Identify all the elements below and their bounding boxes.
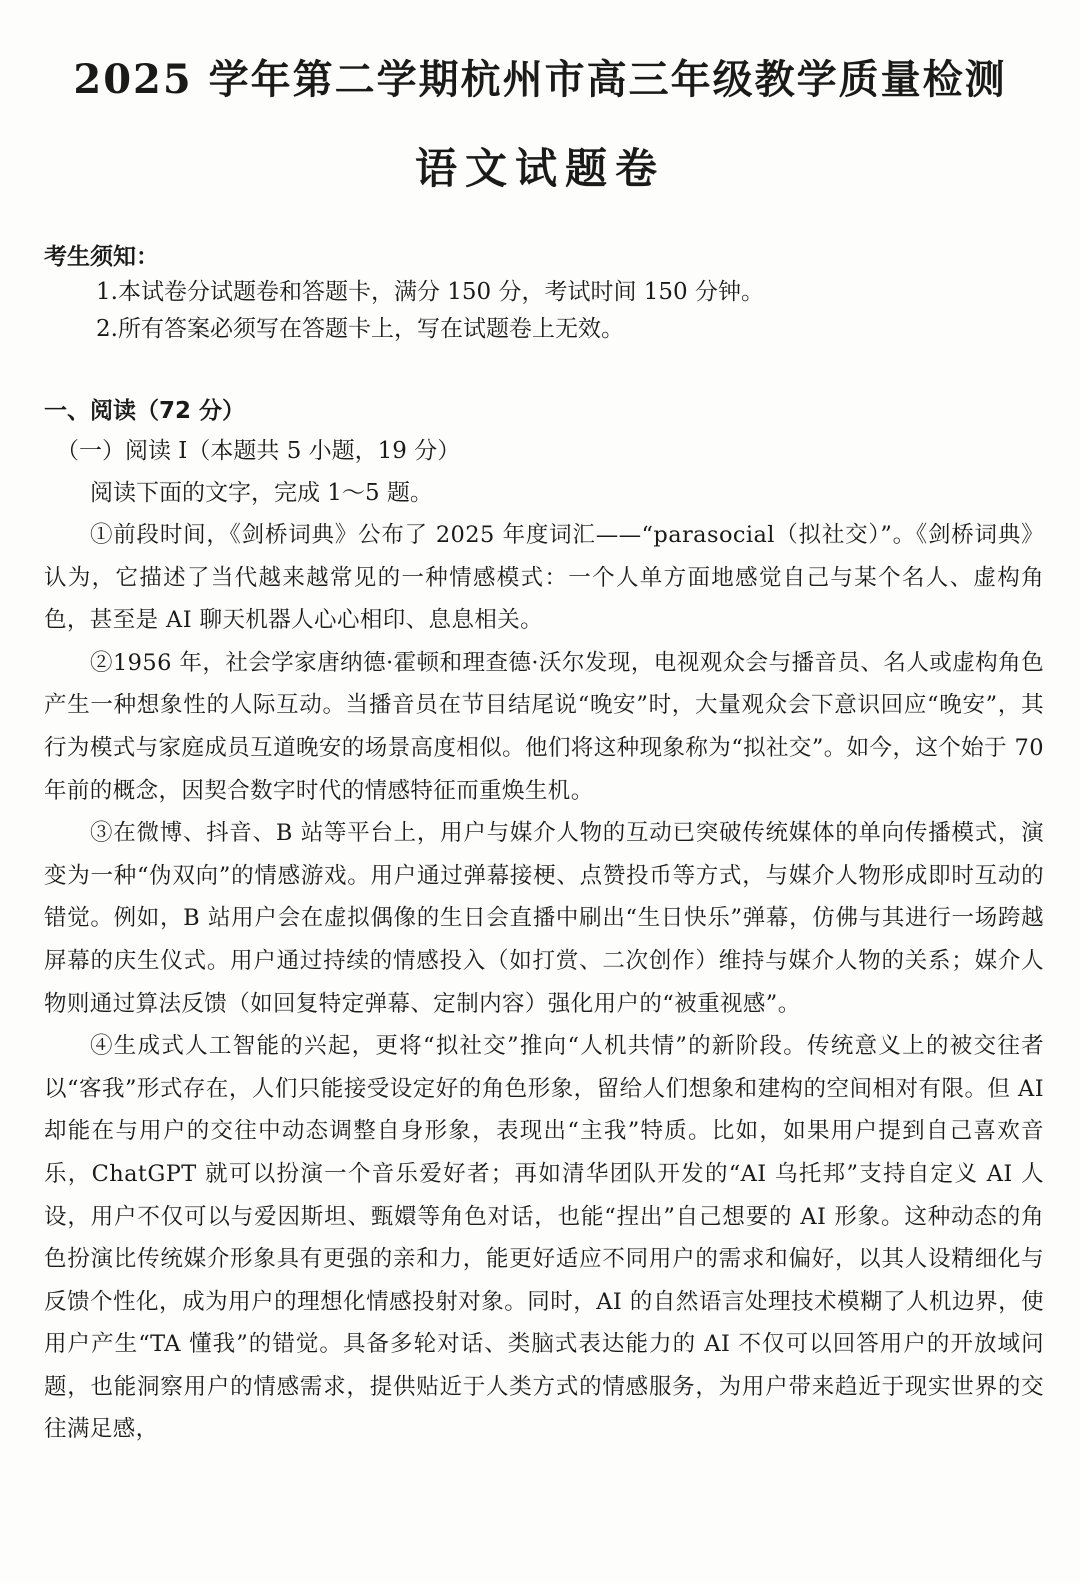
notice-item-1: 1.本试卷分试题卷和答题卡，满分 150 分，考试时间 150 分钟。 [96,279,764,305]
sub-section-heading: （一）阅读 I（本题共 5 小题，19 分） [56,438,461,464]
exam-title: 2025 学年第二学期杭州市高三年级教学质量检测 [73,56,1007,103]
notice-item-2: 2.所有答案必须写在答题卡上，写在试题卷上无效。 [96,316,624,342]
passage-paragraph-1: ①前段时间，《剑桥词典》公布了 2025 年度词汇——“parasocial（拟社交）”。《剑桥词典》认为，它描述了当代越来越常见的一种情感模式：一个人单方面地感觉自己与某个名人、虚构角色，甚至是 AI 聊天机器人心心相印、息息相关。 [44,522,1044,634]
notice-heading: 考生须知： [44,244,159,270]
section-heading: 一、阅读（72 分） [44,398,246,424]
reading-instruction: 阅读下面的文字，完成 1～5 题。 [90,480,433,506]
passage-paragraph-4: ④生成式人工智能的兴起，更将“拟社交”推向“人机共情”的新阶段。传统意义上的被交往者以“客我”形式存在，人们只能接受设定好的角色形象，留给人们想象和建构的空间相对有限。但 AI 却能在与用户的交往中动态调整自身形象，表现出“主我”特质。比如，如果用户提到自己喜欢音乐，ChatGPT 就可以扮演一个音乐爱好者；再如清华团队开发的“AI 乌托邦”支持自定义 AI 人设，用户不仅可以与爱因斯坦、甄嬛等角色对话，也能“捏出”自己想要的 AI 形象。这种动态的角色扮演比传统媒介形象具有更强的亲和力，能更好适应不同用户的需求和偏好，以其人设精细化与反馈个性化，成为用户的理想化情感投射对象。同时，AI 的自然语言处理技术模糊了人机边界，使用户产生“TA 懂我”的错觉。具备多轮对话、类脑式表达能力的 AI 不仅可以回答用户的开放域问题，也能洞察用户的情感需求，提供贴近于人类方式的情感服务，为用户带来趋近于现实世界的交往满足感， [44,1033,1044,1443]
section-reading [44,392,1044,1451]
candidate-notice [44,240,1044,348]
passage-paragraph-2: ②1956 年，社会学家唐纳德·霍顿和理查德·沃尔发现，电视观众会与播音员、名人或虚构角色产生一种想象性的人际互动。当播音员在节目结尾说“晚安”时，大量观众会下意识回应“晚安”，其行为模式与家庭成员互道晚安的场景高度相似。他们将这种现象称为“拟社交”。如今，这个始于 70 年前的概念，因契合数字时代的情感特征而重焕生机。 [44,649,1044,804]
subject-title: 语文试题卷 [414,144,665,193]
passage-paragraph-3: ③在微博、抖音、B 站等平台上，用户与媒介人物的互动已突破传统媒体的单向传播模式，演变为一种“伪双向”的情感游戏。用户通过弹幕接梗、点赞投币等方式，与媒介人物形成即时互动的错觉。例如，B 站用户会在虚拟偶像的生日会直播中刷出“生日快乐”弹幕，仿佛与其进行一场跨越屏幕的庆生仪式。用户通过持续的情感投入（如打赏、二次创作）维持与媒介人物的关系；媒介人物则通过算法反馈（如回复特定弹幕、定制内容）强化用户的“被重视感”。 [44,820,1044,1017]
